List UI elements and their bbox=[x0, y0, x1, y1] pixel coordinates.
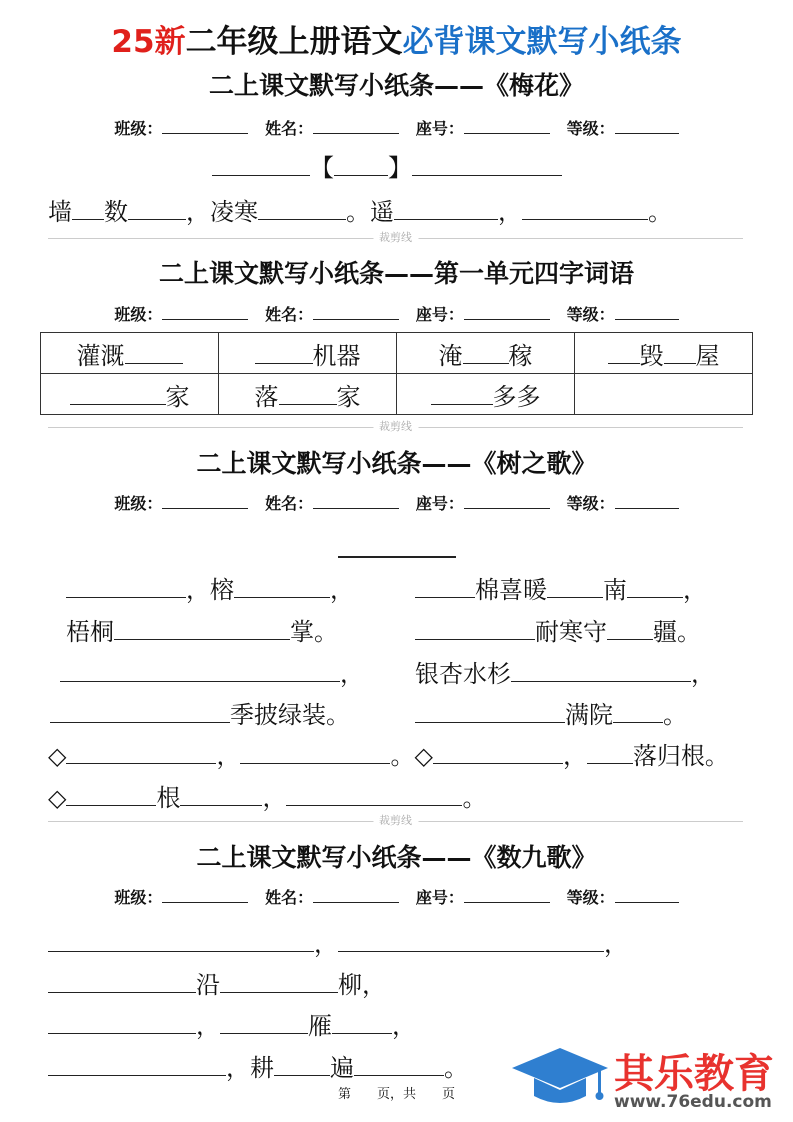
shu-line: ，榕 ， bbox=[66, 570, 354, 605]
blank[interactable] bbox=[234, 572, 330, 598]
blank[interactable] bbox=[664, 337, 696, 363]
blank[interactable] bbox=[66, 738, 216, 764]
blank[interactable] bbox=[415, 572, 475, 598]
table-cell: 机器 bbox=[219, 333, 397, 374]
blank[interactable] bbox=[274, 1050, 330, 1076]
shu-title-blank[interactable] bbox=[338, 530, 456, 558]
blank[interactable] bbox=[547, 572, 603, 598]
table-cell: 落 家 bbox=[219, 374, 397, 415]
table-cell: 毁 屋 bbox=[575, 333, 753, 374]
grade-blank[interactable] bbox=[615, 302, 679, 320]
blank[interactable] bbox=[60, 656, 340, 682]
graduation-cap-icon bbox=[510, 1044, 610, 1114]
blank[interactable] bbox=[431, 378, 493, 404]
blank[interactable] bbox=[70, 378, 166, 404]
name-blank[interactable] bbox=[313, 302, 399, 320]
blank[interactable] bbox=[613, 697, 663, 723]
grade-blank[interactable] bbox=[615, 116, 679, 134]
shu-line: 梧桐 掌。 bbox=[66, 612, 338, 647]
cut-line: 裁剪线 bbox=[48, 420, 743, 434]
grade-blank[interactable] bbox=[615, 885, 679, 903]
blank[interactable] bbox=[220, 1008, 308, 1034]
shu-line: 耐寒守 疆。 bbox=[415, 612, 701, 647]
seat-blank[interactable] bbox=[464, 885, 550, 903]
class-blank[interactable] bbox=[162, 302, 248, 320]
blank[interactable] bbox=[240, 738, 390, 764]
grade-blank[interactable] bbox=[615, 491, 679, 509]
blank[interactable] bbox=[511, 656, 691, 682]
blank[interactable] bbox=[48, 1008, 196, 1034]
header-middle: 二年级上册语文 bbox=[185, 24, 403, 60]
section-title-meihua: 二上课文默写小纸条——《梅花》 bbox=[208, 71, 584, 100]
header-highlight: 必背课文默写小纸条 bbox=[402, 24, 682, 60]
blank[interactable] bbox=[332, 1008, 392, 1034]
blank[interactable] bbox=[212, 150, 310, 176]
blank[interactable] bbox=[338, 926, 604, 952]
info-row-4: 班级： 姓名： 座号： 等级： bbox=[0, 885, 793, 908]
blank[interactable] bbox=[607, 614, 653, 640]
class-blank[interactable] bbox=[162, 116, 248, 134]
section-title-shu: 二上课文默写小纸条——《树之歌》 bbox=[196, 449, 597, 478]
info-row-1: 班级： 姓名： 座号： 等级： bbox=[0, 116, 793, 139]
cut-line: 裁剪线 bbox=[48, 231, 743, 245]
page-footer: 第 页，共 页 bbox=[337, 1087, 455, 1102]
blank[interactable] bbox=[608, 337, 640, 363]
blank[interactable] bbox=[258, 194, 346, 220]
blank[interactable] bbox=[334, 150, 388, 176]
diamond-icon: ◇ bbox=[48, 784, 67, 812]
header-prefix: 25新 bbox=[111, 24, 186, 60]
table-cell: 多多 bbox=[397, 374, 575, 415]
blank[interactable] bbox=[279, 378, 337, 404]
seat-blank[interactable] bbox=[464, 491, 550, 509]
diamond-icon: ◇ bbox=[48, 742, 67, 770]
shujiu-line: ，耕 遍 。 bbox=[48, 1048, 468, 1083]
shu-line: 棉喜暖 南 ， bbox=[415, 570, 707, 605]
blank[interactable] bbox=[463, 337, 509, 363]
shujiu-line: 沿 柳， bbox=[48, 965, 386, 1000]
blank[interactable] bbox=[415, 614, 535, 640]
blank[interactable] bbox=[180, 780, 262, 806]
shujiu-line: ， 雁 ， bbox=[48, 1006, 416, 1041]
meihua-poem-line: 墙 数 ，凌寒 。遥 ， 。 bbox=[48, 192, 672, 227]
table-cell: 灌溉 bbox=[41, 333, 219, 374]
blank[interactable] bbox=[220, 967, 338, 993]
blank[interactable] bbox=[125, 337, 183, 363]
table-cell: 家 bbox=[41, 374, 219, 415]
section-title-unit1: 二上课文默写小纸条——第一单元四字词语 bbox=[158, 259, 634, 288]
blank[interactable] bbox=[48, 967, 196, 993]
blank[interactable] bbox=[627, 572, 683, 598]
blank[interactable] bbox=[394, 194, 498, 220]
info-row-2: 班级： 姓名： 座号： 等级： bbox=[0, 302, 793, 325]
shu-line: ， bbox=[60, 654, 364, 689]
blank[interactable] bbox=[66, 572, 186, 598]
seat-blank[interactable] bbox=[464, 116, 550, 134]
word-table bbox=[40, 332, 753, 415]
blank[interactable] bbox=[354, 1050, 444, 1076]
blank[interactable] bbox=[50, 697, 230, 723]
cut-line: 裁剪线 bbox=[48, 814, 743, 828]
info-row-3: 班级： 姓名： 座号： 等级： bbox=[0, 491, 793, 514]
blank[interactable] bbox=[48, 926, 314, 952]
shu-line: 满院 。 bbox=[415, 695, 687, 730]
shu-line: ◇ 根 ， 。 bbox=[48, 778, 486, 813]
shu-line: 季披绿装。 bbox=[50, 695, 350, 730]
blank[interactable] bbox=[66, 780, 156, 806]
table-row bbox=[41, 333, 753, 374]
diamond-icon: ◇ bbox=[414, 742, 433, 770]
name-blank[interactable] bbox=[313, 885, 399, 903]
blank[interactable] bbox=[128, 194, 186, 220]
class-blank[interactable] bbox=[162, 491, 248, 509]
table-cell bbox=[575, 374, 753, 415]
blank[interactable] bbox=[286, 780, 462, 806]
section-title-shujiu: 二上课文默写小纸条——《数九歌》 bbox=[196, 843, 597, 872]
table-cell: 淹 稼 bbox=[397, 333, 575, 374]
blank[interactable] bbox=[48, 1050, 226, 1076]
blank[interactable] bbox=[587, 738, 633, 764]
blank[interactable] bbox=[255, 337, 313, 363]
page-header bbox=[0, 16, 793, 61]
table-row bbox=[41, 374, 753, 415]
blank[interactable] bbox=[433, 738, 563, 764]
blank[interactable] bbox=[522, 194, 648, 220]
meihua-title-line: 【 】 bbox=[212, 148, 562, 183]
name-blank[interactable] bbox=[313, 491, 399, 509]
brand-name: 其乐教育 bbox=[614, 1051, 774, 1097]
brand-url: www.76edu.com bbox=[614, 1092, 772, 1112]
blank[interactable] bbox=[72, 194, 104, 220]
seat-blank[interactable] bbox=[464, 302, 550, 320]
blank[interactable] bbox=[114, 614, 290, 640]
shu-line: ◇ ， 。◇ ， 落归根。 bbox=[48, 736, 729, 771]
shujiu-line: ， ， bbox=[48, 924, 628, 959]
brand-logo bbox=[510, 1040, 790, 1122]
shu-line: 银杏水杉 ， bbox=[415, 654, 715, 689]
blank[interactable] bbox=[412, 150, 562, 176]
class-blank[interactable] bbox=[162, 885, 248, 903]
blank[interactable] bbox=[415, 697, 565, 723]
name-blank[interactable] bbox=[313, 116, 399, 134]
